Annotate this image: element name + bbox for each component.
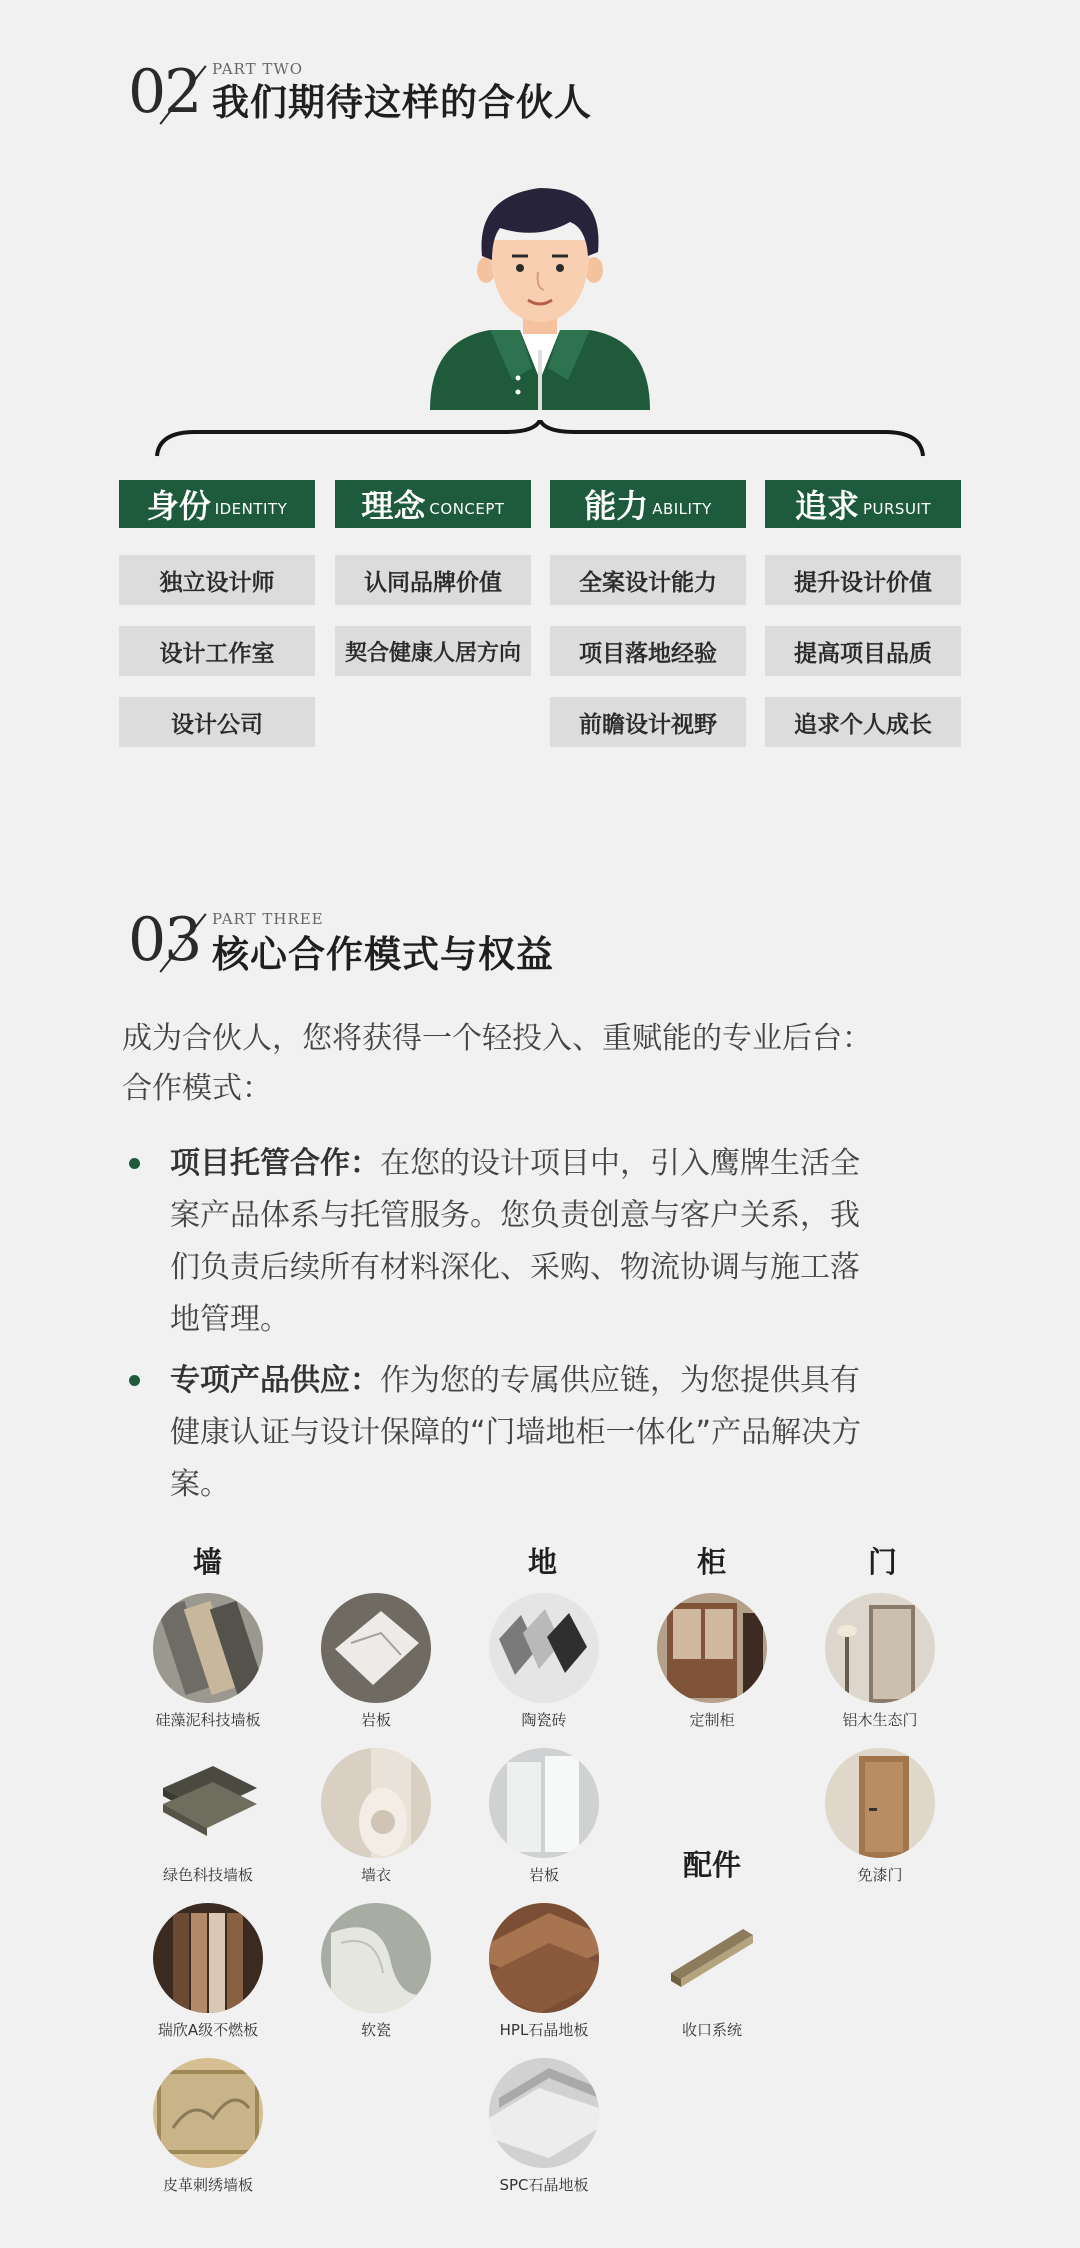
bullet-paragraph: 项目托管合作：在您的设计项目中，引入鹰牌生活全 案产品体系与托管服务。您负责创意与客户关系，我 们负责后续所有材料深化、采购、物流协调与施工落 地管理。 (170, 1146, 860, 1337)
column-header-concept: 理念 CONCEPT (335, 480, 531, 528)
intro-subhead: 合作模式： (122, 1071, 272, 1106)
product-image (153, 1748, 263, 1858)
grid-cell: 认同品牌价值 (335, 555, 531, 605)
product-label: 软瓷 (360, 2021, 391, 2039)
product-image (825, 1748, 935, 1858)
category-cabinet: 柜 (697, 1545, 727, 1579)
category-wall: 墙 (193, 1545, 223, 1579)
section-title: 我们期待这样的合伙人 (212, 81, 592, 124)
product-image (657, 1903, 767, 2013)
product-label: 陶瓷砖 (521, 1711, 567, 1729)
product-image (657, 1593, 767, 1703)
product-label: 岩板 (528, 1866, 559, 1884)
product-image (321, 1593, 431, 1703)
column-header-pursuit: 追求 PURSUIT (765, 480, 961, 528)
product-image (489, 2058, 599, 2168)
product-label: 墙衣 (360, 1866, 391, 1884)
product-image (153, 1903, 263, 2013)
grid-cell: 设计公司 (119, 697, 315, 747)
product-image (825, 1593, 935, 1703)
product-image (321, 1903, 431, 2013)
product-label: SPC石晶地板 (499, 2176, 589, 2194)
product-image (489, 1748, 599, 1858)
section-number: 03 (128, 905, 201, 975)
column-header-ability: 能力 ABILITY (550, 480, 746, 528)
product-image (321, 1748, 431, 1858)
grid-cell: 前瞻设计视野 (550, 697, 746, 747)
product-label: 绿色科技墙板 (162, 1866, 253, 1884)
product-label: 瑞欣A级不燃板 (157, 2021, 259, 2039)
grid-cell: 独立设计师 (119, 555, 315, 605)
grid-cell: 提高项目品质 (765, 626, 961, 676)
product-label: HPL石晶地板 (499, 2021, 589, 2039)
section-number: 02 (128, 57, 201, 127)
section-part-label: PART TWO (212, 60, 304, 78)
product-image (489, 1593, 599, 1703)
partner-avatar-illustration (420, 180, 660, 420)
grid-cell: 提升设计价值 (765, 555, 961, 605)
product-image (153, 2058, 263, 2168)
bullet-dot (129, 1375, 140, 1386)
product-image (153, 1593, 263, 1703)
column-header-identity: 身份 IDENTITY (119, 480, 315, 528)
grid-cell: 项目落地经验 (550, 626, 746, 676)
grid-cell: 追求个人成长 (765, 697, 961, 747)
category-door: 门 (868, 1545, 898, 1579)
grid-cell: 设计工作室 (119, 626, 315, 676)
grid-cell: 全案设计能力 (550, 555, 746, 605)
category-floor: 地 (528, 1545, 558, 1579)
bullet-dot (129, 1158, 140, 1169)
product-label: 收口系统 (681, 2021, 742, 2039)
product-image (489, 1903, 599, 2013)
section-part-label: PART THREE (212, 910, 324, 928)
grid-cell: 契合健康人居方向 (335, 626, 531, 676)
category-accessory: 配件 (683, 1848, 742, 1882)
brace-divider (155, 420, 925, 460)
product-label: 皮革刺绣墙板 (162, 2176, 253, 2194)
intro-text: 成为合伙人，您将获得一个轻投入、重赋能的专业后台： (122, 1021, 872, 1056)
product-label: 硅藻泥科技墙板 (155, 1711, 261, 1729)
product-label: 铝木生态门 (842, 1711, 918, 1729)
product-label: 定制柜 (689, 1711, 735, 1729)
section-title: 核心合作模式与权益 (212, 933, 554, 976)
bullet-paragraph: 专项产品供应：作为您的专属供应链，为您提供具有 健康认证与设计保障的“门墙地柜一体化”产品解决方 案。 (170, 1363, 862, 1502)
product-label: 免漆门 (857, 1866, 903, 1884)
product-label: 岩板 (360, 1711, 391, 1729)
